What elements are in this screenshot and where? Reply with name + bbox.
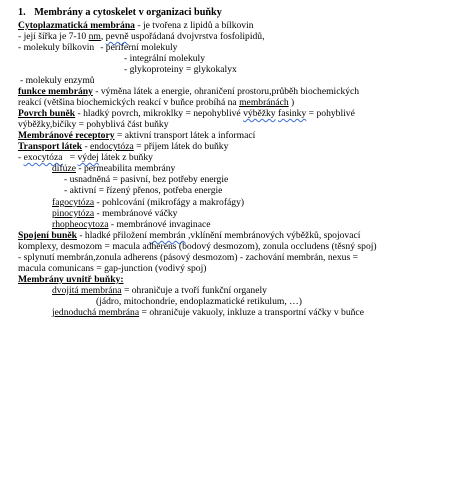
cell-surface-heading: Povrch buněk: [18, 108, 76, 119]
cytoplasmic-membrane-line: [18, 21, 254, 31]
endocytosis-text: = příjem látek do buňky: [133, 141, 229, 152]
rhopheocytosis-text: - membránové invaginace: [108, 219, 211, 230]
endocytosis-term: endocytóza: [90, 141, 134, 152]
membrane-receptors-line: [18, 131, 255, 141]
rhopheocytosis-term: rhopheocytoza: [52, 219, 109, 230]
pinocytosis-line: [52, 209, 177, 219]
membrane-function-underlined: membránách: [239, 97, 289, 108]
diffusion-line: [52, 164, 175, 174]
single-membrane-line: [52, 308, 364, 318]
transport-line: [18, 142, 228, 152]
cell-junctions-line: [18, 231, 360, 241]
cell-surface-line-2: výběžky,bičíky = pohyblivá část buňky: [18, 119, 169, 130]
membrane-function-text: - výměna látek a energie, ohraničení prostoru,průběh biochemických: [92, 86, 360, 97]
cell-junctions-line-3: - splynutí membrán,zonula adherens (pásový desmozom) - zachování membrán, nexus =: [18, 252, 359, 263]
title-text: Membrány a cytoskelet v organizaci buňky: [34, 7, 222, 18]
membrane-function-heading: funkce membrány: [18, 86, 93, 97]
exocytosis-line: [18, 153, 153, 163]
cytoplasmic-membrane-text: - je tvořena z lipidů a bílkovin: [134, 20, 254, 31]
cell-junctions-line-4: macula comunicans = gap-junction (vodivý spoj): [18, 263, 207, 274]
transport-heading: Transport látek: [18, 141, 83, 152]
double-membrane-text: = ohraničuje a tvoří funkční organely: [121, 285, 267, 296]
title-number: 1.: [18, 7, 26, 18]
exocytosis-spellcheck-word: výdej: [77, 152, 99, 163]
document-title: [18, 8, 222, 18]
inner-membranes-heading: [18, 275, 124, 285]
inner-membranes-heading-text: Membrány uvnitř buňky:: [18, 274, 124, 285]
membrane-width-unit: nm: [88, 31, 101, 42]
single-membrane-term: jednoduchá membrána: [52, 307, 140, 318]
cytoplasmic-membrane-heading: Cytoplazmatická membrána: [18, 20, 135, 31]
facilitated-diffusion-line: - usnadněná = pasivní, bez potřeby energie: [64, 174, 229, 185]
phagocytosis-line: [52, 198, 244, 208]
cell-junctions-text-end: ,vklínění membránových výběžků, spojovací: [185, 230, 361, 241]
cell-surface-text: - hladký povrch, mikroklky = nepohyblivé: [75, 108, 244, 119]
single-membrane-text: = ohraničuje vakuoly, inkluze a transportní váčky v buňce: [139, 307, 364, 318]
protein-molecules-text: - molekuly bílkovin: [18, 42, 95, 53]
membrane-width-text: - její šířka je 7-10: [18, 31, 89, 42]
cell-surface-spellcheck-word: výběžky: [243, 108, 276, 119]
membrane-width-line: [18, 32, 264, 42]
membrane-function-line: [18, 87, 359, 97]
cell-junctions-text: - hladké přiložení: [76, 230, 150, 241]
membrane-width-separator: ,: [100, 31, 106, 42]
peripheral-molecules-text: - periferní molekuly: [100, 42, 178, 53]
membrane-receptors-text: = aktivní transport látek a informací: [114, 130, 256, 141]
diffusion-term: difúze: [52, 163, 76, 174]
transport-separator: -: [82, 141, 91, 152]
cell-junctions-spellcheck-word: membrán: [149, 230, 186, 241]
exocytosis-text: látek z buňky: [98, 152, 153, 163]
active-transport-line: - aktivní = řízený přenos, potřeba energie: [64, 185, 223, 196]
double-membrane-line: [52, 286, 267, 296]
membrane-width-rest: uspořádaná dvojvrstva fosfolipidů,: [128, 31, 265, 42]
protein-molecules-line: [18, 43, 177, 53]
enzyme-molecules-line: - molekuly enzymů: [20, 75, 95, 86]
membrane-width-spellcheck-word: pevně: [105, 31, 129, 42]
cell-surface-line: [18, 109, 355, 119]
double-membrane-detail: (jádro, mitochondrie, endoplazmatické retikulum, …): [96, 296, 302, 307]
exocytosis-dash: -: [18, 152, 24, 163]
diffusion-text: - permeabilita membrány: [75, 163, 176, 174]
phagocytosis-term: fagocytóza: [52, 197, 95, 208]
pinocytosis-text: - membránové váčky: [94, 208, 178, 219]
cell-surface-spellcheck-word-2: fasinky: [278, 108, 307, 119]
membrane-receptors-heading: Membránové receptory: [18, 130, 115, 141]
cell-surface-text-end: = pohyblivé: [306, 108, 355, 119]
pinocytosis-term: pinocytóza: [52, 208, 95, 219]
exocytosis-equals: =: [62, 152, 78, 163]
membrane-function-end: ): [288, 97, 295, 108]
double-membrane-term: dvojitá membrána: [52, 285, 122, 296]
integral-molecules-line: - integrální molekuly: [124, 53, 205, 64]
exocytosis-term: exocytóza: [23, 152, 63, 163]
rhopheocytosis-line: [52, 220, 211, 230]
phagocytosis-text: - pohlcování (mikrofágy a makrofágy): [94, 197, 245, 208]
glycoproteins-line: - glykoproteiny = glykokalyx: [124, 64, 237, 75]
cell-junctions-line-2: komplexy, desmozom = macula adherens (bodový desmozom), zonula occludens (těsný spoj): [18, 241, 377, 252]
membrane-function-line-2: [18, 98, 294, 108]
cell-junctions-heading: Spojení buněk: [18, 230, 77, 241]
membrane-function-text-2: reakcí (většina biochemických reakcí v buňce probíhá na: [18, 97, 240, 108]
